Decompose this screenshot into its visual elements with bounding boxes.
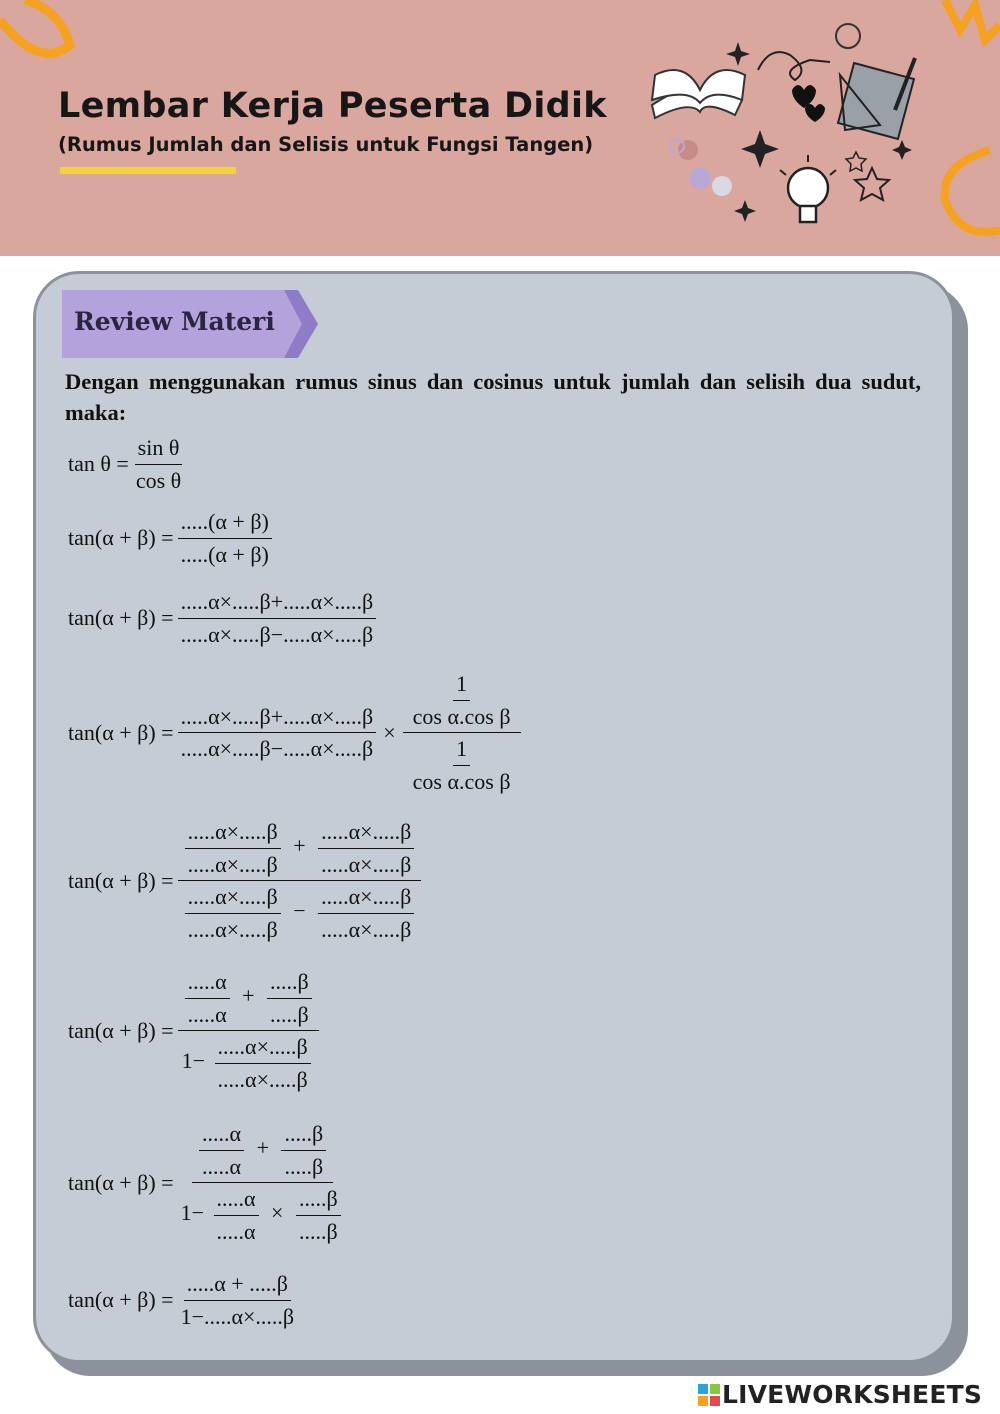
fraction bbox=[178, 703, 377, 763]
equation-lhs: tan(α + β) = bbox=[68, 1287, 174, 1312]
denominator: .....β bbox=[270, 1001, 309, 1027]
equation-lhs: tan(α + β) = bbox=[68, 719, 174, 745]
denominator: .....α bbox=[187, 1001, 227, 1027]
numerator: .....(α + β) bbox=[178, 508, 272, 539]
fraction bbox=[267, 968, 312, 1028]
review-heading: Review Materi bbox=[74, 307, 275, 336]
equation-lhs: tan(α + β) = bbox=[68, 605, 174, 630]
denominator: .....(α + β) bbox=[180, 541, 269, 567]
times-operator: × bbox=[383, 719, 396, 745]
liveworksheets-watermark bbox=[698, 1380, 982, 1409]
numerator: .....α×.....β+.....α×.....β bbox=[178, 703, 377, 734]
fraction bbox=[185, 818, 281, 878]
denominator bbox=[178, 881, 422, 943]
fraction bbox=[410, 670, 514, 730]
intro-paragraph: Dengan menggunakan rumus sinus dan cosinus untuk jumlah dan selisih dua sudut, maka: bbox=[65, 369, 921, 425]
numerator bbox=[178, 818, 422, 881]
equation-lhs: tan(α + β) = bbox=[68, 1169, 174, 1195]
equation-8 bbox=[68, 1270, 301, 1330]
numerator: 1 bbox=[453, 735, 470, 766]
denominator: 1−.....α×.....β bbox=[180, 1303, 295, 1329]
numerator bbox=[178, 968, 319, 1031]
times-operator: × bbox=[271, 1200, 284, 1226]
denominator: .....α×.....β bbox=[187, 916, 278, 942]
denominator: .....α×.....β bbox=[321, 916, 412, 942]
lightbulb-icon bbox=[780, 155, 836, 222]
title-underline bbox=[60, 167, 236, 174]
worksheet-subtitle: (Rumus Jumlah dan Selisis untuk Fungsi Tangen) bbox=[58, 133, 594, 156]
fraction bbox=[185, 883, 281, 943]
equation-lhs: tan(α + β) = bbox=[68, 867, 174, 893]
ruler-grid-icon bbox=[838, 58, 915, 139]
numerator: .....α bbox=[199, 1120, 244, 1151]
fraction bbox=[178, 1270, 298, 1330]
worksheet-title: Lembar Kerja Peserta Didik bbox=[58, 86, 607, 126]
denominator bbox=[178, 1183, 348, 1245]
equation-lhs: tan(α + β) = bbox=[68, 525, 174, 550]
header-banner bbox=[0, 0, 1000, 256]
equation-2 bbox=[68, 508, 276, 568]
watermark-text: LIVEWORKSHEETS bbox=[722, 1380, 983, 1409]
decorative-doodles-icon bbox=[0, 0, 1000, 256]
minus-operator: − bbox=[293, 898, 306, 924]
numerator: .....α bbox=[185, 968, 230, 999]
fraction bbox=[185, 968, 230, 1028]
fraction bbox=[214, 1185, 259, 1245]
fraction bbox=[199, 1120, 244, 1180]
compound-fraction bbox=[403, 670, 521, 795]
equation-lhs: tan θ = bbox=[68, 451, 129, 476]
numerator: .....α×.....β bbox=[185, 818, 281, 849]
denominator: .....α×.....β bbox=[321, 851, 412, 877]
numerator: .....β bbox=[296, 1185, 341, 1216]
liveworksheets-logo-icon bbox=[698, 1384, 720, 1406]
numerator: .....α×.....β bbox=[318, 818, 414, 849]
fraction bbox=[318, 883, 414, 943]
fraction bbox=[410, 735, 514, 795]
denominator: .....α×.....β bbox=[187, 851, 278, 877]
denominator: .....α×.....β bbox=[217, 1066, 308, 1092]
numerator: 1 bbox=[453, 670, 470, 701]
numerator: .....β bbox=[267, 968, 312, 999]
fraction bbox=[178, 588, 377, 648]
fraction bbox=[178, 508, 272, 568]
numerator bbox=[192, 1120, 333, 1183]
numerator: .....α + .....β bbox=[184, 1270, 291, 1301]
one-minus: 1− bbox=[181, 1048, 206, 1074]
equation-7 bbox=[68, 1120, 352, 1245]
plus-operator: + bbox=[293, 833, 306, 859]
numerator: .....α×.....β bbox=[185, 883, 281, 914]
denominator: .....β bbox=[284, 1153, 324, 1179]
numerator: .....α×.....β bbox=[318, 883, 414, 914]
denominator: .....α bbox=[216, 1218, 256, 1244]
denominator: cos θ bbox=[135, 467, 182, 493]
fraction bbox=[281, 1120, 326, 1180]
denominator bbox=[403, 733, 521, 795]
denominator bbox=[179, 1031, 318, 1093]
equation-lhs: tan(α + β) = bbox=[68, 1017, 174, 1043]
fraction bbox=[133, 434, 184, 494]
equation-6 bbox=[68, 968, 323, 1093]
one-minus: 1− bbox=[180, 1200, 204, 1226]
plus-operator: + bbox=[242, 983, 255, 1009]
numerator: sin θ bbox=[135, 434, 183, 465]
fraction bbox=[296, 1185, 341, 1245]
numerator: .....α bbox=[214, 1185, 259, 1216]
numerator bbox=[403, 670, 521, 733]
denominator: .....α×.....β−.....α×.....β bbox=[180, 621, 374, 647]
compound-fraction bbox=[178, 818, 422, 943]
compound-fraction bbox=[178, 1120, 348, 1245]
fraction bbox=[318, 818, 414, 878]
plus-operator: + bbox=[256, 1135, 269, 1161]
denominator: .....β bbox=[298, 1218, 338, 1244]
denominator: .....α bbox=[202, 1153, 242, 1179]
denominator: .....α×.....β−.....α×.....β bbox=[180, 736, 374, 761]
denominator: cos α.cos β bbox=[412, 703, 511, 729]
numerator: .....α×.....β bbox=[215, 1033, 311, 1064]
equation-3 bbox=[68, 588, 380, 648]
denominator: cos α.cos β bbox=[412, 768, 511, 794]
equation-5 bbox=[68, 818, 425, 943]
open-book-icon bbox=[652, 70, 745, 118]
equation-4 bbox=[68, 670, 525, 795]
numerator: .....α×.....β+.....α×.....β bbox=[178, 588, 377, 619]
fraction bbox=[215, 1033, 311, 1093]
numerator: .....β bbox=[281, 1120, 326, 1151]
compound-fraction bbox=[178, 968, 319, 1093]
equation-1 bbox=[68, 434, 188, 494]
